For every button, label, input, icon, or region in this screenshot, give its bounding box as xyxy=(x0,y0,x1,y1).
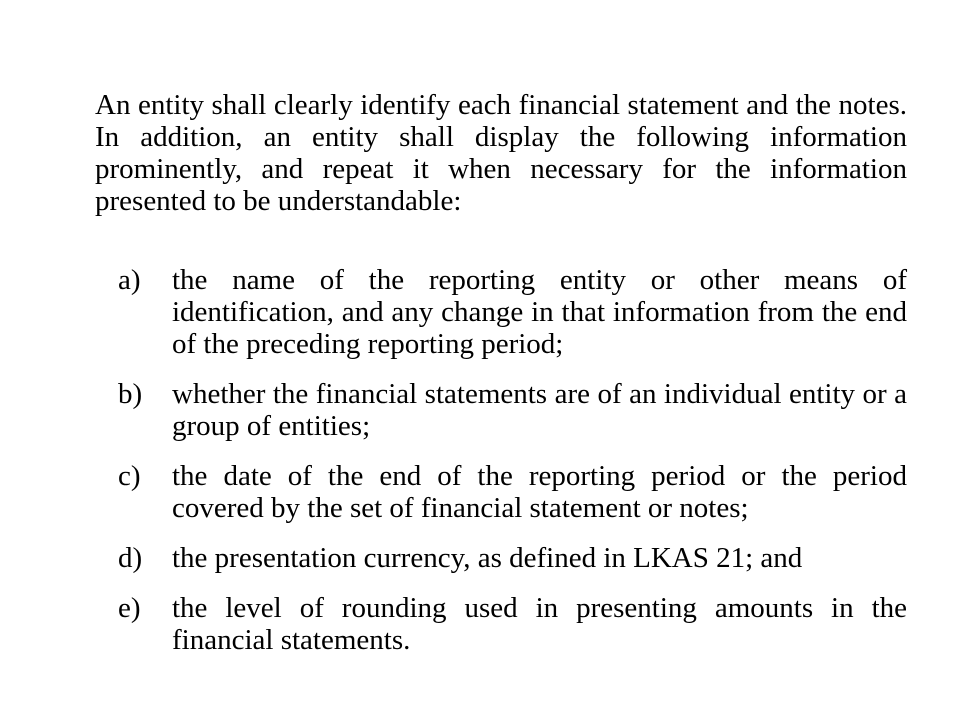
list-item-text: the date of the end of the reporting period or the period covered by the set of financial statement or notes; xyxy=(172,460,907,524)
list-item-marker: d) xyxy=(118,542,143,574)
list-item-marker: b) xyxy=(118,378,143,410)
list-item-text: the name of the reporting entity or other means of identification, and any change in that information from the end of the preceding reporting period; xyxy=(172,264,907,360)
list-item xyxy=(118,460,907,524)
list-item-marker: c) xyxy=(118,460,141,492)
list-item xyxy=(118,542,907,574)
list-item-text: the level of rounding used in presenting amounts in the financial statements. xyxy=(172,592,907,656)
list-item xyxy=(118,592,907,656)
list-item-marker: a) xyxy=(118,264,141,296)
list-item xyxy=(118,264,907,360)
requirements-list xyxy=(118,264,907,674)
list-item-text: the presentation currency, as defined in LKAS 21; and xyxy=(172,542,803,574)
list-item xyxy=(118,378,907,442)
intro-paragraph: An entity shall clearly identify each financial statement and the notes. In addition, an entity shall display the following information prominently, and repeat it when necessary for the information presented to be understandable: xyxy=(95,89,907,217)
list-item-text: whether the financial statements are of an individual entity or a group of entities; xyxy=(172,378,907,442)
list-item-marker: e) xyxy=(118,592,141,624)
